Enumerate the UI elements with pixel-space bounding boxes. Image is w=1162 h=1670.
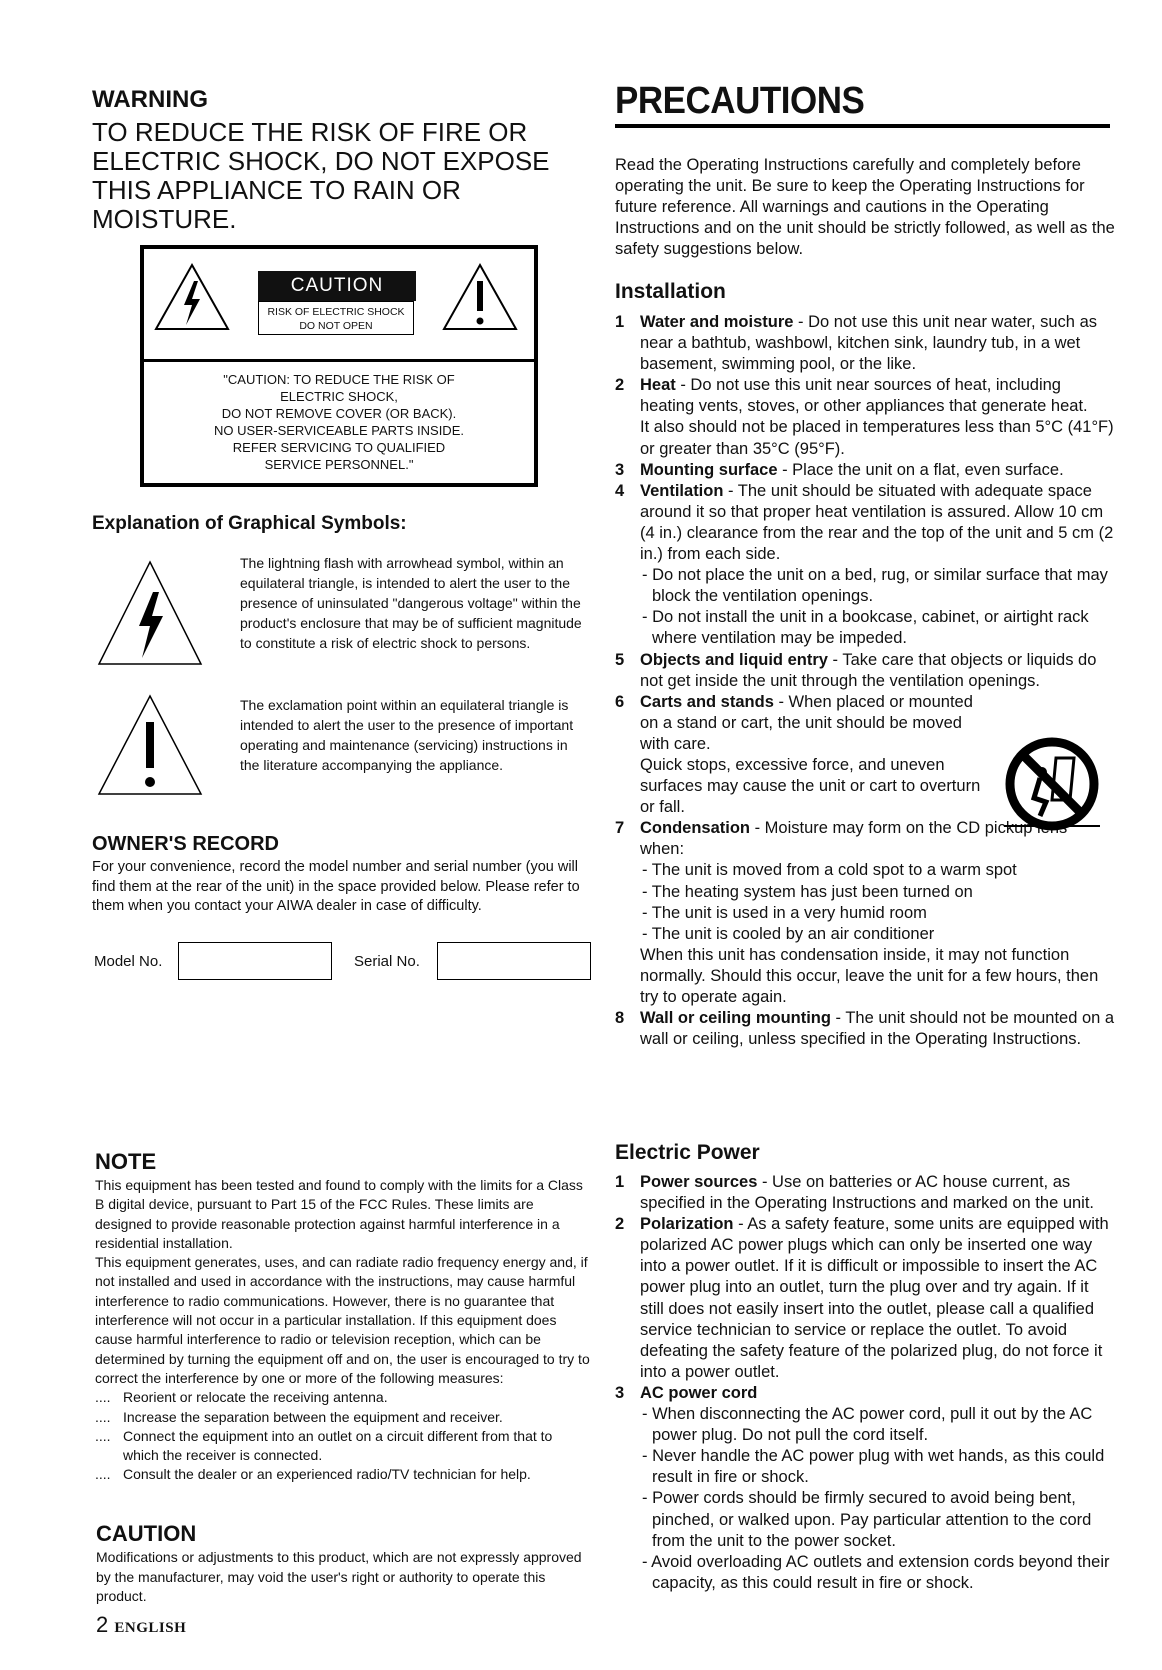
serial-number-box (437, 942, 591, 980)
exclamation-triangle-icon (440, 261, 520, 333)
lightning-triangle-icon (95, 558, 205, 668)
caution-sub-line: RISK OF ELECTRIC SHOCK (267, 306, 405, 318)
item-body: - Take care that objects or liquids do not get inside the unit through the ventilation openings. (640, 650, 1097, 690)
caution-line: DO NOT REMOVE COVER (OR BACK). (221, 406, 457, 421)
item-heading: AC power cord (640, 1383, 758, 1402)
item-text (640, 481, 1115, 565)
explanation-title: Explanation of Graphical Symbols: (92, 513, 407, 534)
model-number-label: Model No. (94, 953, 163, 970)
sub-item: - Power cords should be firmly secured to avoid being bent, pinched, or walked upon. Pay particular attention to the cord from the unit to the power socket. (642, 1489, 1092, 1550)
item-extra: It also should not be placed in temperatures less than 5°C (41°F) or greater than 35°C (95°F). (640, 418, 1114, 458)
lightning-triangle-icon (152, 261, 232, 333)
caution-label: CAUTION (258, 271, 416, 301)
item-heading: Ventilation (640, 481, 724, 500)
exclamation-triangle-icon (95, 692, 205, 798)
list-item (615, 1008, 1115, 1050)
item-heading: Polarization (640, 1215, 734, 1234)
divider (144, 359, 534, 362)
caution-line: NO USER-SERVICEABLE PARTS INSIDE. (214, 423, 464, 438)
note-text (95, 1176, 591, 1485)
item-number: 5 (615, 650, 625, 669)
page-number: 2 (96, 1612, 109, 1637)
list-item (615, 650, 1115, 692)
page-footer (96, 1612, 186, 1638)
caution-line: SERVICE PERSONNEL." (264, 457, 414, 472)
item-text (640, 375, 1115, 417)
item-text (640, 650, 1115, 692)
caution-line: REFER SERVICING TO QUALIFIED (232, 440, 446, 455)
sub-item: - The unit is moved from a cold spot to a warm spot (642, 861, 1017, 880)
model-number-box (178, 942, 332, 980)
installation-title: Installation (615, 280, 726, 303)
item-body: - When placed or mounted on a stand or cart, the unit should be moved with care. (640, 692, 973, 753)
measures-list (95, 1388, 591, 1484)
measure-item: .... Reorient or relocate the receiving antenna. (95, 1388, 591, 1407)
list-item (615, 460, 1115, 481)
item-text (640, 312, 1115, 375)
item-heading: Heat (640, 376, 676, 395)
note-paragraph: This equipment has been tested and found to comply with the limits for a Class B digital device, pursuant to Part 15 of the FCC Rules. These limits are designed to provide reasonable protection against harmful interference in a residential installation. (95, 1177, 583, 1251)
lightning-symbol-text: The lightning flash with arrowhead symbol, within an equilateral triangle, is intended to alert the user to the presence of uninsulated "dangerous voltage" within the product's enclosure that may be of sufficient magnitude to constitute a risk of electric shock to persons. (240, 555, 582, 651)
note-paragraph: This equipment generates, uses, and can radiate radio frequency energy and, if not installed and used in accordance with the instructions, may cause harmful interference to radio communications. However, there is no guarantee that interference will not occur in a particular installation. If this equipment does cause harmful interference to radio or television reception, which can be determined by turning the equipment off and on, the user is encouraged to try to correct the interference by one or more of the following measures: (95, 1254, 590, 1386)
list-item (615, 1214, 1115, 1383)
item-number: 2 (615, 376, 625, 395)
page-language: ENGLISH (114, 1620, 187, 1636)
measure-item: .... Consult the dealer or an experienced radio/TV technician for help. (95, 1465, 591, 1484)
list-item (615, 481, 1115, 650)
warning-text: TO REDUCE THE RISK OF FIRE OR ELECTRIC SHOCK, DO NOT EXPOSE THIS APPLIANCE TO RAIN OR MOISTURE. (92, 117, 550, 234)
item-text (640, 1172, 1115, 1214)
item-number: 3 (615, 460, 625, 479)
item-body: - As a safety feature, some units are equipped with polarized AC power plugs which can only be inserted one way into a power outlet. If it is difficult or impossible to insert the AC power plug into an outlet, turn the plug over and try again. If it still does not easily insert into the outlet, please call a qualified service technician to service or replace the outlet. To avoid defeating the safety feature of the polarized plug, do not force it into a power outlet. (640, 1215, 1109, 1381)
item-body: - Moisture may form on the CD pickup lens when: (640, 819, 1068, 859)
serial-number-label: Serial No. (354, 953, 420, 970)
caution-line: "CAUTION: TO REDUCE THE RISK OF (223, 372, 455, 387)
item-body: - Place the unit on a flat, even surface. (777, 460, 1064, 479)
title-rule (615, 124, 1110, 128)
item-body: - The unit should not be mounted on a wall or ceiling, unless specified in the Operating Instructions. (640, 1009, 1115, 1049)
item-number: 6 (615, 692, 625, 711)
item-number: 1 (615, 313, 625, 331)
item-extra: When this unit has condensation inside, it may not function normally. Should this occur, leave the unit for a few hours, then try to operate again. (640, 945, 1099, 1006)
item-body: - Use on batteries or AC house current, as specified in the Operating Instructions and marked on the unit. (640, 1173, 1095, 1213)
exclamation-symbol-text: The exclamation point within an equilateral triangle is intended to alert the user to the presence of important operating and maintenance (servicing) instructions in the literature accompanying the appliance. (240, 697, 574, 773)
cart-warning-icon (1000, 736, 1104, 834)
caution-text: Modifications or adjustments to this product, which are not expressly approved by the manufacturer, may void the user's right or authority to operate this product. (96, 1549, 582, 1604)
item-body: - Do not use this unit near sources of heat, including heating vents, stoves, or other appliances that generate heat. (640, 376, 1088, 416)
list-item (615, 1383, 1115, 1594)
item-text (640, 1383, 1115, 1404)
item-body: - Do not use this unit near water, such as near a bathtub, washbowl, kitchen sink, laundry tub, in a wet basement, swimming pool, or the like. (640, 313, 1097, 374)
item-number: 7 (615, 819, 625, 838)
sub-item: - Do not place the unit on a bed, rug, or similar surface that may block the ventilation openings. (642, 566, 1108, 606)
precautions-intro: Read the Operating Instructions carefully and completely before operating the unit. Be sure to keep the Operating Instructions for future reference. All warnings and cautions in the Operating Instructions and on the unit should be strictly followed, as well as the safety suggestions below. (615, 156, 1115, 258)
note-title: NOTE (95, 1149, 157, 1174)
electric-power-title: Electric Power (615, 1141, 760, 1164)
item-heading: Mounting surface (640, 460, 778, 479)
caution-text (154, 371, 524, 473)
caution-title: CAUTION (96, 1521, 197, 1546)
item-heading: Carts and stands (640, 692, 774, 711)
caution-sub-label (258, 301, 414, 335)
owners-record-title: OWNER'S RECORD (92, 833, 279, 855)
sub-item: - The heating system has just been turned on (642, 882, 973, 901)
sub-item: - The unit is used in a very humid room (642, 903, 927, 922)
item-number: 3 (615, 1383, 625, 1402)
measure-item: .... Increase the separation between the equipment and receiver. (95, 1408, 591, 1427)
item-number: 2 (615, 1215, 625, 1234)
list-item (615, 375, 1115, 459)
item-heading: Wall or ceiling mounting (640, 1009, 831, 1028)
caution-sub-line: DO NOT OPEN (299, 320, 373, 332)
warning-title: WARNING (92, 86, 208, 113)
item-text (640, 1008, 1115, 1050)
item-text (640, 1214, 1115, 1383)
installation-list (615, 312, 1115, 1050)
list-item (615, 1172, 1115, 1214)
caution-line: ELECTRIC SHOCK, (280, 389, 398, 404)
sub-item: - When disconnecting the AC power cord, pull it out by the AC power plug. Do not pull the cord itself. (642, 1405, 1093, 1445)
sub-item: - Do not install the unit in a bookcase, cabinet, or airtight rack where ventilation may be impeded. (642, 608, 1089, 648)
sub-item: - The unit is cooled by an air conditioner (642, 924, 935, 943)
sub-item: - Never handle the AC power plug with wet hands, as this could result in fire or shock. (642, 1447, 1105, 1487)
electric-power-list (615, 1172, 1115, 1594)
caution-label-box (140, 245, 538, 487)
list-item (615, 818, 1115, 1008)
item-body: - The unit should be situated with adequate space around it so that proper heat ventilation is assured. Allow 10 cm (4 in.) clearance from the rear and the top of the unit and 5 cm (2 in.) from each side. (640, 481, 1114, 564)
item-heading: Water and moisture (640, 313, 794, 331)
owners-record-text: For your convenience, record the model number and serial number (you will find them at the rear of the unit) in the space provided below. Please refer to them when you contact your AIWA dealer in case of difficulty. (92, 859, 580, 914)
item-heading: Condensation (640, 819, 750, 838)
item-number: 1 (615, 1173, 625, 1191)
item-number: 4 (615, 481, 625, 500)
item-number: 8 (615, 1009, 625, 1028)
item-extra: Quick stops, excessive force, and uneven surfaces may cause the unit or cart to overturn or fall. (640, 755, 981, 817)
item-heading: Power sources (640, 1173, 758, 1191)
item-text (640, 460, 1115, 481)
list-item (615, 312, 1115, 375)
sub-item: - Avoid overloading AC outlets and extension cords beyond their capacity, as this could result in fire or shock. (642, 1552, 1110, 1592)
item-heading: Objects and liquid entry (640, 650, 828, 669)
precautions-title: PRECAUTIONS (615, 80, 865, 122)
measure-item: .... Connect the equipment into an outlet on a circuit different from that to which the receiver is connected. (95, 1427, 591, 1466)
